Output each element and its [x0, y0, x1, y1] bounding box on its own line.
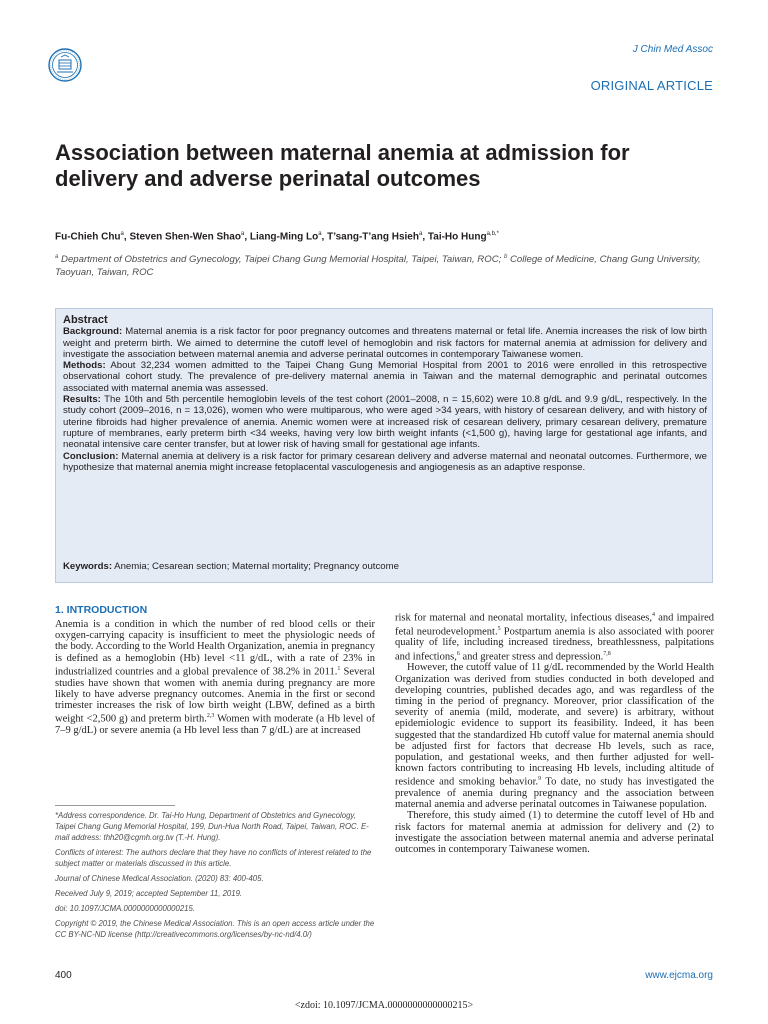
abstract-methods: Methods: About 32,234 women admitted to the Taipei Chang Gung Memorial Hospital from 2001 to 2016 were enrolled in this retrospective observational cohort study. The prevalence of pre-delivery maternal anemia in Taiwan and the maternal demographic and perinatal outcomes associated with maternal anemia was assessed. — [63, 360, 707, 394]
abstract-background: Background: Maternal anemia is a risk factor for poor pregnancy outcomes and threatens maternal or fetal life. Anemia increases the risk of low birth weight and preterm birth. We aimed to determine the cutoff level of hemoglobin and risk factors for maternal anemia at admission for delivery and investigate the association between maternal anemia and adverse perinatal outcomes in contemporary Taiwanese women. — [63, 326, 707, 360]
received-note: Received July 9, 2019; accepted September 11, 2019. — [55, 889, 243, 898]
journal-website-link[interactable]: www.ejcma.org — [645, 970, 713, 981]
body-column-left — [55, 619, 375, 736]
section-heading: 1. INTRODUCTION — [55, 604, 148, 616]
author-affil-mark: a — [120, 231, 124, 237]
paragraph: Anemia is a condition in which the number of red blood cells or their oxygen-carrying capacity is insufficient to meet the physiologic needs of the body. According to the World Health Organization, anemia in pregnancy is defined as a hemoglobin (Hb) level <11 g/dL, with a rate of 23% in industrialized countries and a global prevalence of 38.2% in 2011.$^1$ Several studies have shown that women with anemia during pregnancy are more likely to have adverse pregnancy outcomes. Anemia in the first or second trimester increases the risk of low birth weight (LBW, defined as a birth weight <2,500 g) and preterm birth.$^{2,3}$ Women with moderate (a Hb level of 7–9 g/dL) or severe anemia (a Hb level less than 7 g/dL) are at increased — [55, 619, 375, 736]
citation-ref: 6 — [456, 650, 460, 657]
citation-ref: 1 — [337, 665, 341, 672]
page-number: 400 — [55, 970, 72, 981]
author-affil-mark: a — [240, 231, 245, 237]
author-affil-mark: a — [318, 231, 322, 237]
citation-ref: 4 — [652, 612, 656, 618]
author-list: Fu-Chieh Chu$^a$, Steven Shen-Wen Shao$^a$, Liang-Ming Lo$^a$, T’sang-T’ang Hsieh$^a$, Tai-Ho Hung$^{a,b,*}$ — [55, 231, 499, 243]
author-name: Steven Shen-Wen Shao — [129, 231, 241, 243]
paragraph: Therefore, this study aimed (1) to determine the cutoff level of Hb and risk factors for maternal anemia at admission for delivery and (2) to investigate the association between maternal anemia and adverse perinatal outcomes in contemporary Taiwanese women. — [395, 810, 714, 856]
journal-seal-icon — [48, 48, 82, 82]
keywords: Keywords: Anemia; Cesarean section; Maternal mortality; Pregnancy outcome — [63, 561, 399, 572]
author-name: Tai-Ho Hung — [427, 231, 487, 243]
author-affil-mark: a,b,* — [486, 231, 499, 237]
article-type: ORIGINAL ARTICLE — [590, 78, 713, 93]
abstract-heading: Abstract — [63, 314, 108, 326]
body-column-right — [395, 610, 714, 855]
paragraph: However, the cutoff value of 11 g/dL recommended by the World Health Organization was derived from studies conducted in both developed and developing countries, published decades ago, and was regardless of the timing in the period of pregnancy. Moreover, prior classification of the severity of anemia (mild, moderate, and severe) is arbitrary, without epidemiologic evidence to support its feasibility. Indeed, it has been suggested that the standardized Hb cutoff value for maternal anemia should be adjusted first for factors that decrease Hb levels, such as race, population, and gestational weeks, and then further adjusted for well-known factors contributing to increasing Hb levels, including altitude of residence and smoking behavior.$^9$ To date, no study has investigated the prevalence of anemia during pregnancy and the association between maternal anemia and adverse perinatal outcomes in Taiwanese population. — [395, 662, 714, 811]
author-name: Liang-Ming Lo — [249, 231, 319, 243]
author-name: Fu-Chieh Chu — [55, 231, 121, 243]
citation-ref: 7,8 — [603, 650, 611, 657]
affiliations: $^a$ Department of Obstetrics and Gynecology, Taipei Chang Gung Memorial Hospital, Taipei, Taiwan, ROC; $^b$ College of Medicine, Chang Gung University, Taoyuan, Taiwan, ROC — [55, 254, 701, 279]
conflicts-note: Conflicts of interest: The authors declare that they have no conflicts of interest related to the subject matter or materials discussed in this article. — [55, 848, 372, 868]
copyright-note: Copyright © 2019, the Chinese Medical Association. This is an open access article under the CC BY-NC-ND license (http://creativecommons.org/licenses/by-nc-nd/4.0/) — [55, 919, 375, 939]
abstract-results: Results: The 10th and 5th percentile hemoglobin levels of the test cohort (2001–2008, n = 15,602) were 10.8 g/dL and 9.9 g/dL, respectively. In the study cohort (2009–2016, n = 13,026), women who were multiparous, who were aged >34 years, with history of cesarean delivery, and with history of uterine fibroids had higher prevalence of anemia. Anemic women were at increased risk of cesarean delivery, primary cesarean delivery, premature rupture of membranes, early preterm birth <34 weeks, having very low birth weight infants (<1,500 g), having large for gestational age infants, and neonatal intensive care center transfer, but at lower risk of having small for gestational age infants. — [63, 394, 707, 451]
journal-name: J Chin Med Assoc — [632, 44, 713, 55]
citation-ref: 5 — [497, 625, 501, 632]
abstract-conclusion: Conclusion: Maternal anemia at delivery is a risk factor for primary cesarean delivery and adverse maternal and neonatal outcomes. Furthermore, we hypothesize that maternal anemia might increase fetoplacental vasculogenesis and angiogenesis as an adaptive response. — [63, 450, 707, 473]
author-affil-mark: a — [418, 231, 423, 237]
article-title: Association between maternal anemia at admission for delivery and adverse perinatal outcomes — [55, 140, 630, 191]
zdoi-marker: <zdoi: 10.1097/JCMA.0000000000000215> — [294, 1000, 474, 1011]
paragraph: risk for maternal and neonatal mortality, infectious diseases,$^4$ and impaired fetal neurodevelopment.$^5$ Postpartum anemia is also associated with poorer quality of life, including increased tiredness, breathlessness, palpitations and infections,$^6$ and greater stress and depression.$^{7,8}$ — [395, 612, 714, 663]
citation-ref: 9 — [538, 776, 542, 783]
citation-note: Journal of Chinese Medical Association. (2020) 83: 400-405. — [55, 874, 264, 883]
footnotes — [55, 810, 375, 944]
author-name: T’sang-T’ang Hsieh — [327, 231, 419, 243]
citation-ref: 2,3 — [206, 713, 215, 720]
abstract — [63, 315, 707, 473]
doi-note: doi: 10.1097/JCMA.0000000000000215. — [55, 904, 196, 913]
footnote-divider — [55, 805, 175, 806]
correspondence-note: *Address correspondence. Dr. Tai-Ho Hung, Department of Obstetrics and Gynecology, Taipei Chang Gung Memorial Hospital, 199, Dun-Hua North Road, Taipei, Taiwan, ROC. E-mail address: thh20@cgmh.org.tw (T.-H. Hung). — [55, 811, 369, 842]
